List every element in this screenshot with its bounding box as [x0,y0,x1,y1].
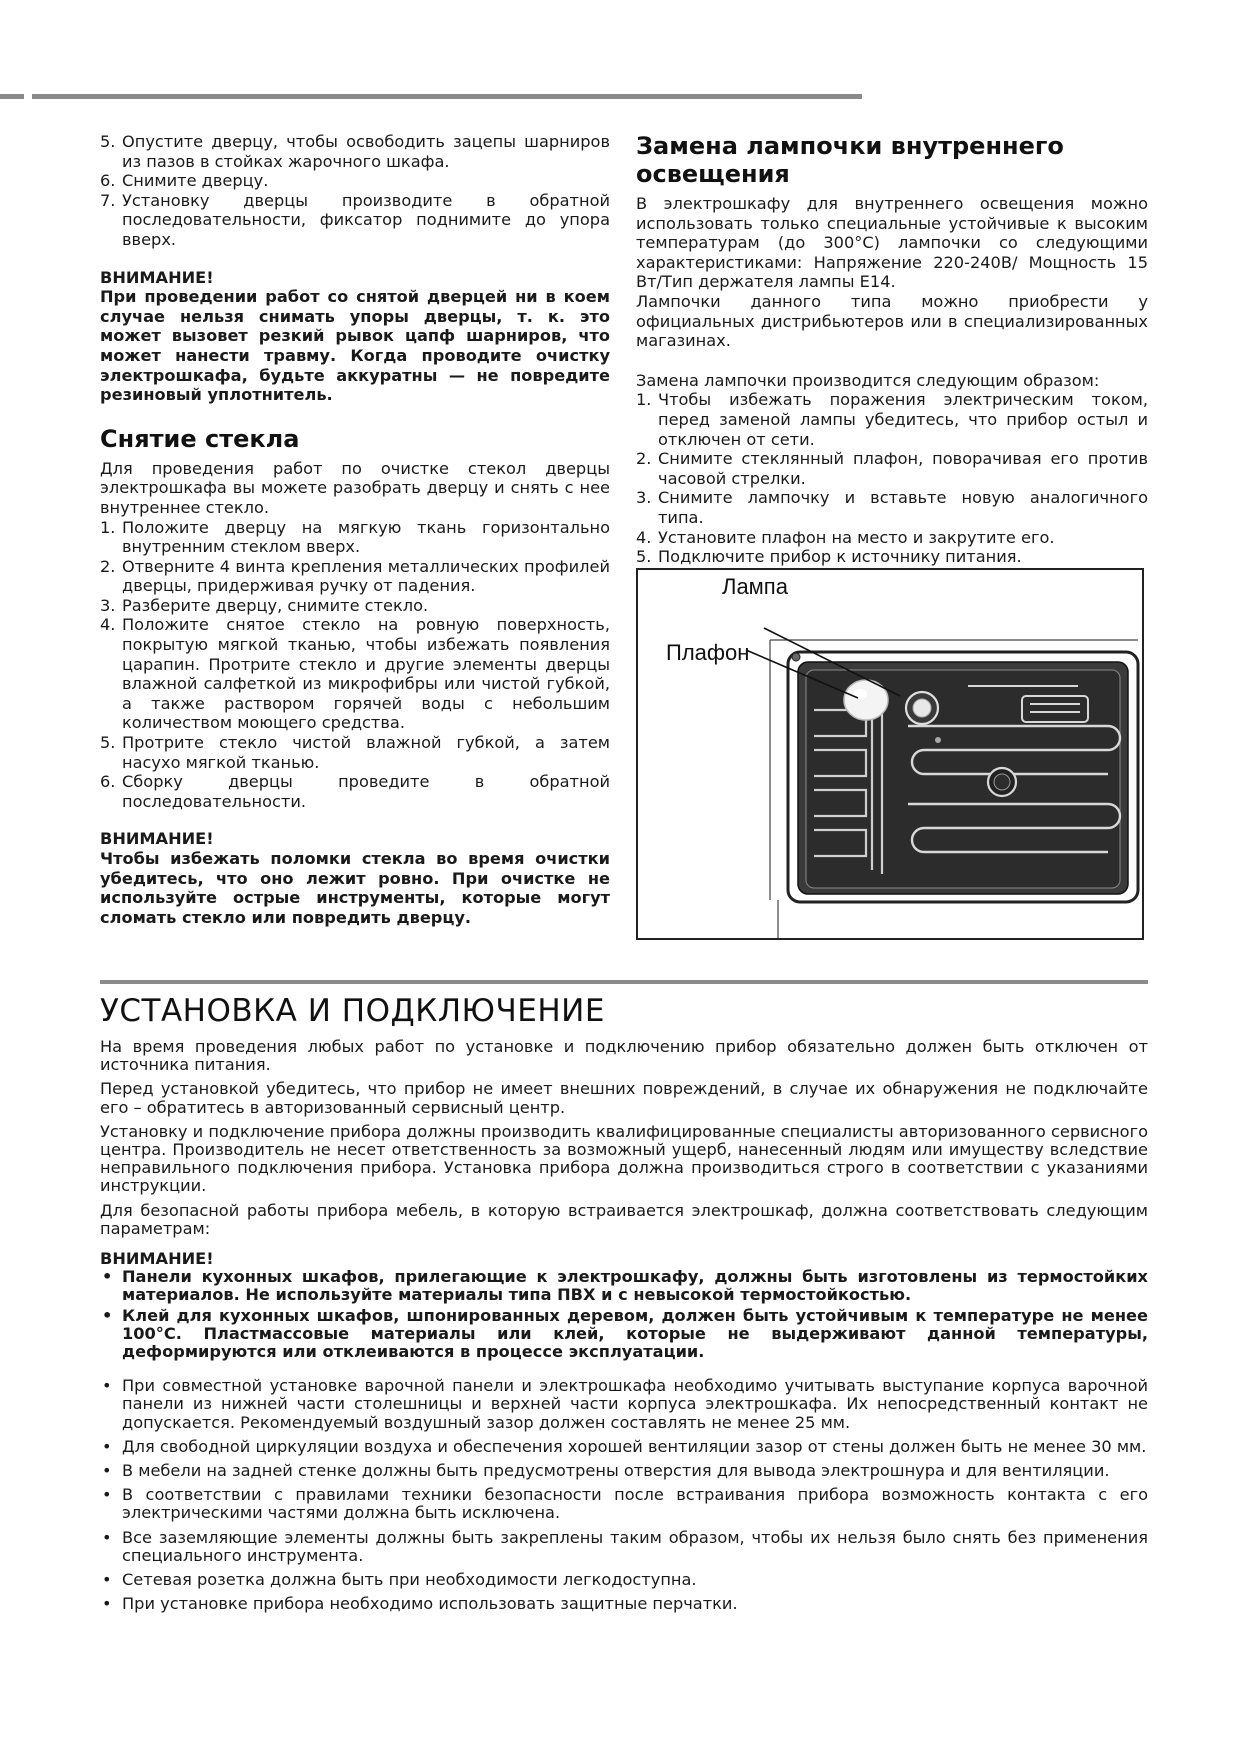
left-column [100,132,610,927]
list-item: • При установке прибора необходимо использовать защитные перчатки. [102,1594,738,1614]
list-item: 3. Снимите лампочку и вставьте новую аналогичного типа. [636,488,1148,527]
list-item: • Для свободной циркуляции воздуха и обеспечения хорошей вентиляции зазор от стены должен быть не менее 30 мм. [102,1436,1147,1456]
install-paragraph: Установку и подключение прибора должны производить квалифицированные специалисты авторизованного сервисного центра. Производитель не несет ответственность за возможный ущерб, нанесенный людям или имуществу вследствие неправильного подключения прибора. Установка прибора должна производиться строго в соответствии с указаниями инструкции. [100,1121,1148,1196]
lamp-paragraph: В электрошкафу для внутреннего освещения можно использовать только специальные устойчивые к высоким температурам (до 300°С) лампочки со следующими характеристиками: Напряжение 220-240В/ Мощность 15 Вт/Тип держателя лампы Е14. [636,194,1148,292]
installation-title: УСТАНОВКА И ПОДКЛЮЧЕНИЕ [100,993,605,1029]
list-item: 4. Установите плафон на место и закрутите его. [636,527,1055,547]
requirements-bullet-list [100,1377,1148,1613]
list-item: 4. Положите снятое стекло на ровную поверхность, покрытую мягкой тканью, чтобы избежать появления царапин. Протрите стекло и другие элементы дверцы влажной салфеткой из микрофибры или чистой губкой, а также раствором горячей воды с небольшим количеством моющего средства. [100,615,610,733]
glass-intro-paragraph: Для проведения работ по очистке стекол дверцы электрошкафа вы можете разобрать дверцу и снять с нее внутреннее стекло. [100,458,610,517]
label-lamp: Лампа [722,574,788,599]
header-rule-long [32,94,862,99]
lamp-paragraph: Замена лампочки производится следующим образом: [636,370,1100,390]
installation-section [100,1038,1148,1619]
section-title-glass-removal: Снятие стекла [100,424,300,453]
warning-title: ВНИМАНИЕ! [100,1249,214,1269]
list-item: 6. Сборку дверцы проведите в обратной последовательности. [100,772,610,811]
oven-interior-illustration [638,570,1142,938]
list-item: • В соответствии с правилами техники безопасности после встраивания прибора возможность контакта с его электрическими частями должна быть исключена. [102,1485,1148,1523]
lamp-steps-list [636,390,1148,566]
list-item: • Панели кухонных шкафов, прилегающие к электрошкафу, должны быть изготовлены из термостойких материалов. Не используйте материалы типа ПВХ и с невысокой термостойкостью. [102,1267,1148,1305]
section-title-lamp-replacement: Замена лампочки внутреннего освещения [636,132,1064,188]
install-paragraph: На время проведения любых работ по установке и подключению прибор обязательно должен быть отключен от источника питания. [100,1037,1148,1075]
oven-lamp-figure [636,568,1144,940]
warning-text: Чтобы избежать поломки стекла во время очистки убедитесь, что оно лежит ровно. При очистке не используйте острые инструменты, которые могут сломать стекло или повредить дверцу. [100,849,610,927]
list-item: • В мебели на задней стенке должны быть предусмотрены отверстия для вывода электрошнура и для вентиляции. [102,1461,1110,1481]
section-divider [100,980,1148,984]
list-item: 5. Протрите стекло чистой влажной губкой, а затем насухо мягкой тканью. [100,733,610,772]
glass-steps-list [100,518,610,812]
install-paragraph: Для безопасной работы прибора мебель, в которую встраивается электрошкаф, должна соответствовать следующим параметрам: [100,1200,1148,1238]
label-cover: Плафон [666,640,750,665]
list-item: • При совместной установке варочной панели и электрошкафа необходимо учитывать выступание корпуса варочной панели из нижней части столешницы и верхней части корпуса электрошкафа. Их непосредственный контакт не допускается. Рекомендуемый воздушный зазор должен составлять не менее 25 мм. [102,1376,1148,1432]
list-item: 5. Опустите дверцу, чтобы освободить зацепы шарниров из пазов в стойках жарочного шкафа. [100,132,610,171]
header-rule-short [0,94,24,99]
list-item: • Все заземляющие элементы должны быть закреплены таким образом, чтобы их нельзя было снять без применения специального инструмента. [102,1527,1148,1565]
warning-title: ВНИМАНИЕ! [100,267,214,287]
right-column [636,132,1148,567]
warning-text: При проведении работ со снятой дверцей ни в коем случае нельзя снимать упоры дверцы, т. к. это может вызовет резкий рывок цапф шарниров, что может нанести травму. Когда проводите очистку электрошкафа, будьте аккуратны — не повредите резиновый уплотнитель. [100,287,610,405]
warning-bullet-list [100,1268,1148,1361]
list-item: 3. Разберите дверцу, снимите стекло. [100,595,429,615]
list-item: • Сетевая розетка должна быть при необходимости легкодоступна. [102,1570,697,1590]
list-item: • Клей для кухонных шкафов, шпонированных деревом, должен быть устойчивым к температуре не менее 100°С. Пластмассовые материалы или клей, которые не выдерживают данной температуры, деформируются или отклеиваются в процессе эксплуатации. [102,1305,1148,1362]
list-item: 2. Отверните 4 винта крепления металлических профилей дверцы, придерживая ручку от падения. [100,556,610,596]
list-item: 1. Положите дверцу на мягкую ткань горизонтально внутренним стеклом вверх. [100,517,610,557]
list-item: 6. Снимите дверцу. [100,171,269,191]
list-item: 2. Снимите стеклянный плафон, поворачивая его против часовой стрелки. [636,449,1148,488]
list-item: 5. Подключите прибор к источнику питания. [636,547,1022,567]
list-item: 1. Чтобы избежать поражения электрическим током, перед заменой лампы убедитесь, что прибор остыл и отключен от сети. [636,390,1148,449]
lamp-paragraph: Лампочки данного типа можно приобрести у официальных дистрибьютеров или в специализированных магазинах. [636,291,1148,351]
door-steps-list [100,132,610,250]
list-item: 7. Установку дверцы производите в обратной последовательности, фиксатор поднимите до упора вверх. [100,190,610,249]
warning-title: ВНИМАНИЕ! [100,829,214,849]
install-paragraph: Перед установкой убедитесь, что прибор не имеет внешних повреждений, в случае их обнаружения не подключайте его – обратитесь в авторизованный сервисный центр. [100,1079,1148,1117]
